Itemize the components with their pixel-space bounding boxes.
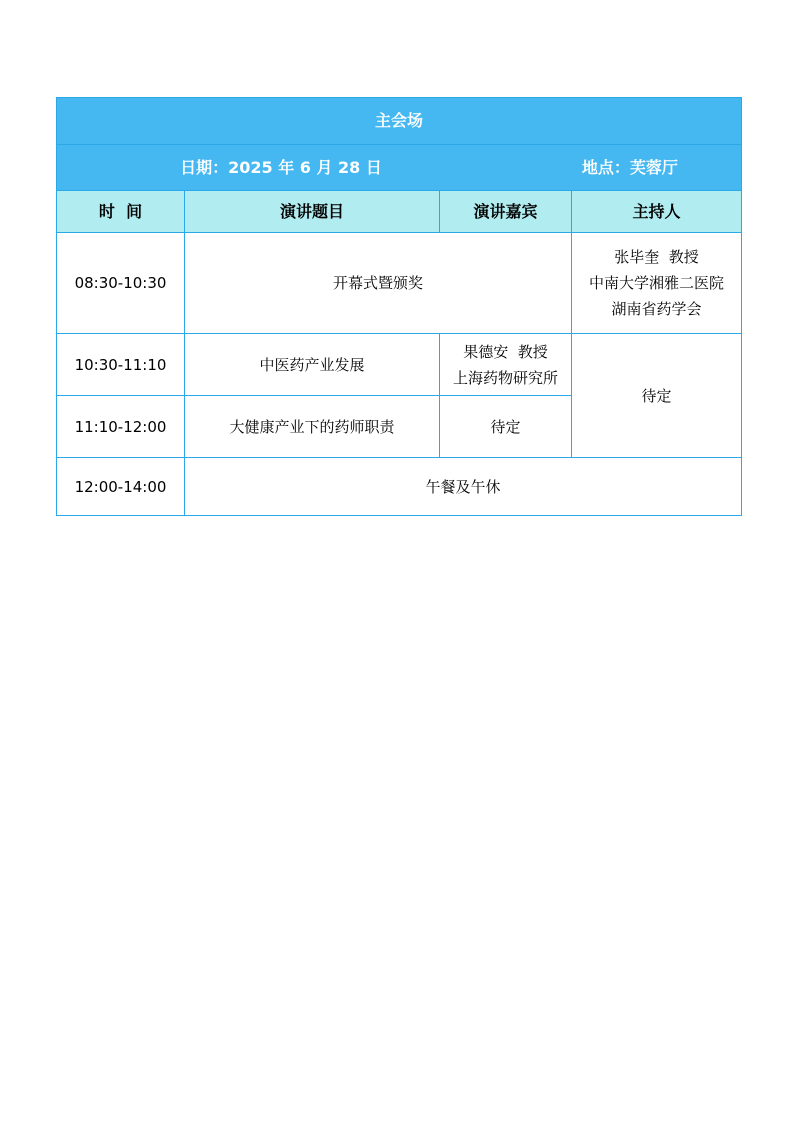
- time-cell: 11:10-12:00: [57, 396, 185, 458]
- column-header-time: 时 间: [57, 191, 185, 233]
- time-cell: 08:30-10:30: [57, 233, 185, 334]
- speaker-affiliation: 上海药物研究所: [452, 368, 558, 387]
- topic-cell: 中医药产业发展: [185, 334, 440, 396]
- column-header-topic: 演讲题目: [185, 191, 440, 233]
- venue-title-row: [57, 98, 742, 145]
- shared-host-cell: 待定: [572, 334, 742, 458]
- event-location: 地点：芙蓉厅: [581, 157, 678, 177]
- table-row: [57, 233, 742, 334]
- table-row: [57, 458, 742, 516]
- venue-info-row: [57, 145, 742, 191]
- host-name: 张毕奎 教授: [614, 248, 699, 266]
- column-header-host: 主持人: [572, 191, 742, 233]
- venue-info-cell: [57, 145, 742, 191]
- topic-cell: 午餐及午休: [185, 458, 742, 516]
- table-row: [57, 334, 742, 396]
- host-organization: 湖南省药学会: [611, 300, 702, 318]
- speaker-name: 果德安 教授: [463, 342, 548, 361]
- venue-title: 主会场: [57, 98, 742, 145]
- speaker-cell: 待定: [440, 396, 572, 458]
- column-header-row: [57, 191, 742, 233]
- topic-cell: 开幕式暨颁奖: [185, 233, 572, 334]
- host-affiliation: 中南大学湘雅二医院: [589, 274, 725, 292]
- speaker-cell: [440, 334, 572, 396]
- time-cell: 12:00-14:00: [57, 458, 185, 516]
- topic-cell: 大健康产业下的药师职责: [185, 396, 440, 458]
- schedule-table: [56, 97, 742, 516]
- event-date: 日期：2025 年 6 月 28 日: [180, 157, 382, 177]
- host-cell: [572, 233, 742, 334]
- column-header-speaker: 演讲嘉宾: [440, 191, 572, 233]
- time-cell: 10:30-11:10: [57, 334, 185, 396]
